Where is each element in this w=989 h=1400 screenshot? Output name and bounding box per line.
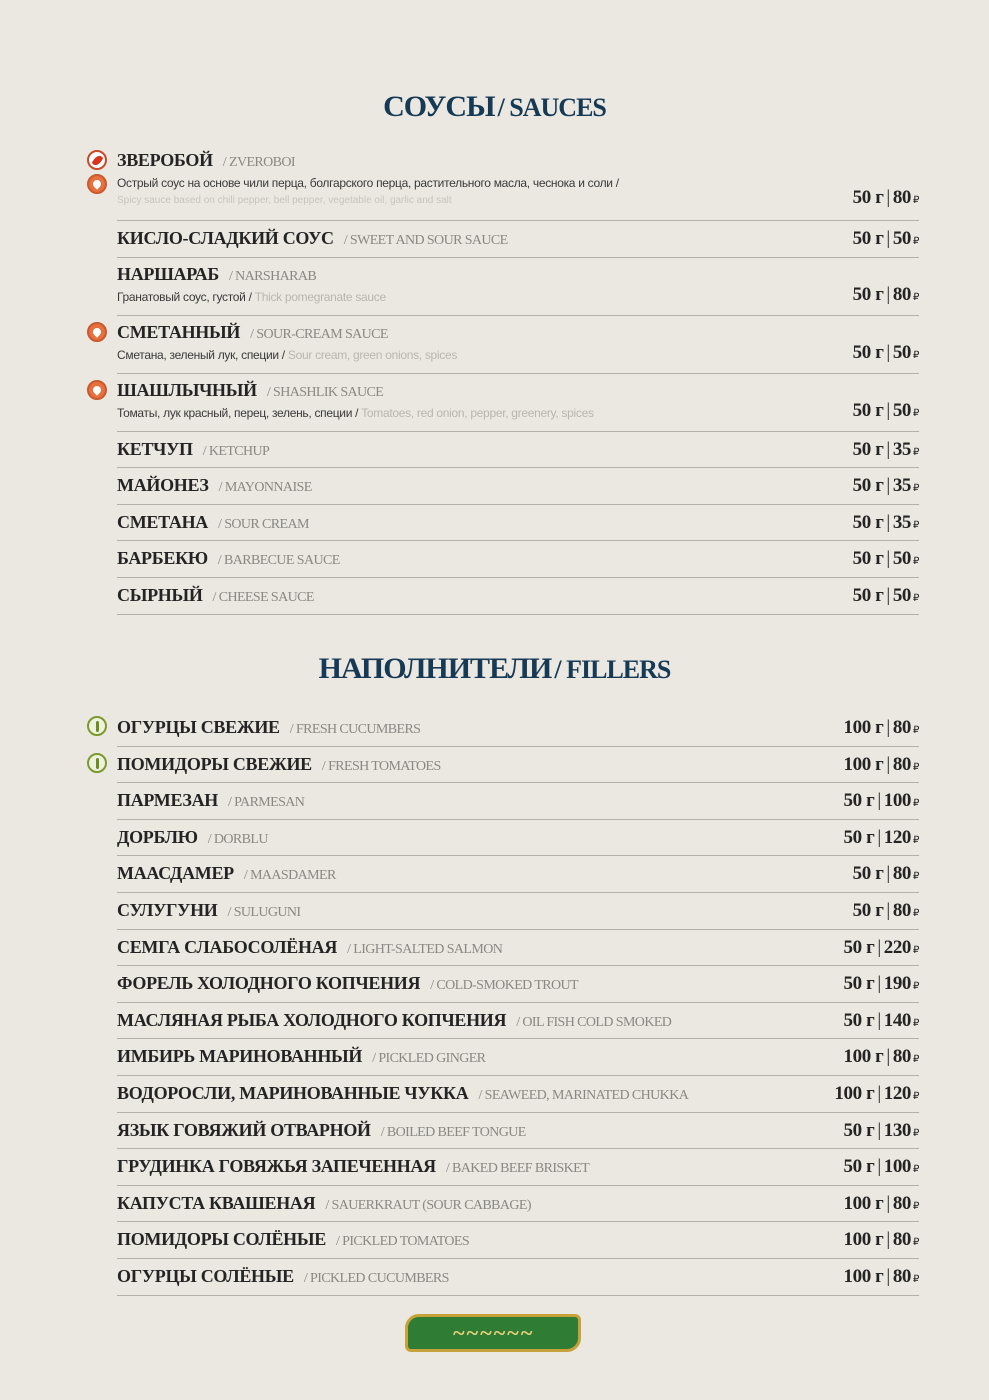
item-name-en: / ZVEROBOI (222, 155, 295, 170)
item-description-ru: Гранатовый соус, густой / (117, 289, 252, 304)
item-price (844, 1193, 919, 1215)
item-name-ru: ВОДОРОСЛИ, МАРИНОВАННЫЕ ЧУККА (117, 1082, 469, 1103)
item-name (117, 512, 309, 533)
currency-symbol: ₽ (913, 761, 919, 773)
price-separator: | (886, 899, 890, 921)
item-name-en: / BOILED BEEF TONGUE (380, 1124, 526, 1140)
price-separator: | (877, 1156, 881, 1178)
item-description-ru: Сметана, зеленый лук, специи / (117, 347, 285, 362)
menu-item-row (117, 316, 919, 374)
item-name-en: / PICKLED TOMATOES (335, 1234, 470, 1250)
item-name-ru: КЕТЧУП (117, 438, 193, 459)
item-price (853, 512, 919, 534)
menu-item-row (117, 1259, 919, 1296)
menu-item-row (117, 783, 919, 820)
item-price (844, 827, 919, 849)
item-name (117, 1083, 688, 1104)
item-name (117, 1266, 449, 1287)
item-name (117, 475, 312, 496)
item-name (117, 1120, 526, 1141)
menu-item-row (117, 432, 919, 469)
item-name (117, 1046, 485, 1067)
item-price-value: 35 (892, 438, 912, 460)
item-name (117, 380, 383, 401)
item-name-en: / MAASDAMER (243, 868, 336, 884)
item-name (117, 973, 578, 994)
currency-symbol: ₽ (913, 349, 919, 361)
currency-symbol: ₽ (913, 195, 919, 206)
currency-symbol: ₽ (913, 1200, 919, 1212)
item-weight: 50 г (852, 399, 884, 421)
item-name-en: / PICKLED GINGER (372, 1051, 486, 1067)
item-name-en: / COLD-SMOKED TROUT (430, 978, 578, 994)
currency-symbol: ₽ (913, 236, 919, 247)
item-name (117, 1229, 469, 1250)
item-weight: 50 г (852, 899, 884, 921)
item-name-en: / BAKED BEEF BRISKET (445, 1161, 590, 1177)
item-weight: 50 г (843, 1119, 875, 1141)
item-weight: 50 г (843, 1009, 875, 1031)
item-description-en: Spicy sauce based on chili pepper, bell pepper, vegetable oil, garlic and salt (117, 195, 452, 206)
item-weight: 100 г (843, 1192, 884, 1214)
price-separator: | (886, 511, 890, 533)
price-separator: | (886, 717, 890, 738)
item-weight: 50 г (852, 438, 884, 460)
item-weight: 50 г (852, 341, 884, 363)
price-separator: | (886, 1192, 890, 1214)
item-name-en: / OIL FISH COLD SMOKED (516, 1014, 672, 1030)
vegetarian-icon (87, 753, 107, 773)
item-name-en: / SAUERKRAUT (SOUR CABBAGE) (325, 1197, 531, 1213)
price-separator: | (877, 1082, 881, 1104)
currency-symbol: ₽ (913, 1273, 919, 1285)
item-name-ru: ИМБИРЬ МАРИНОВАННЫЙ (117, 1046, 363, 1067)
item-name-ru: ГРУДИНКА ГОВЯЖЬЯ ЗАПЕЧЕННАЯ (117, 1156, 436, 1177)
menu-item-row (117, 578, 919, 615)
item-name (117, 1010, 671, 1031)
price-separator: | (886, 438, 890, 460)
menu-item-row (117, 1149, 919, 1186)
item-price-value: 100 (883, 790, 912, 812)
item-price (853, 228, 919, 250)
item-price-value: 80 (892, 899, 912, 921)
price-separator: | (877, 1009, 881, 1031)
currency-symbol: ₽ (913, 1237, 919, 1249)
item-name-en: / BARBECUE SAUCE (217, 553, 340, 569)
item-price-value: 80 (892, 187, 912, 208)
item-weight: 100 г (843, 753, 884, 775)
item-name (117, 228, 508, 249)
item-name-ru: СЫРНЫЙ (117, 584, 203, 605)
price-separator: | (877, 1119, 881, 1141)
item-description-ru: Томаты, лук красный, перец, зелень, специи / (117, 405, 359, 420)
item-weight: 100 г (843, 1265, 884, 1287)
item-price (844, 1046, 919, 1068)
item-price (853, 439, 919, 461)
item-description (117, 176, 619, 190)
currency-symbol: ₽ (913, 519, 919, 531)
price-separator: | (877, 826, 881, 848)
item-weight: 50 г (843, 936, 875, 958)
price-separator: | (886, 187, 890, 208)
item-price-value: 80 (892, 1046, 912, 1068)
item-weight: 50 г (843, 1156, 875, 1178)
item-name-ru: МАЙОНЕЗ (117, 475, 209, 496)
item-name (117, 264, 316, 285)
item-name-ru: СМЕТАНА (117, 511, 209, 532)
item-price (853, 548, 919, 570)
menu-item-row (117, 1076, 919, 1113)
currency-symbol: ₽ (913, 1127, 919, 1139)
item-price-value: 80 (892, 283, 912, 305)
item-price-value: 190 (883, 973, 912, 995)
item-price-value: 100 (883, 1156, 912, 1178)
price-separator: | (886, 1229, 890, 1251)
price-separator: | (886, 399, 890, 421)
item-price (853, 475, 919, 497)
item-price (853, 900, 919, 922)
item-description (117, 406, 594, 420)
item-weight: 100 г (834, 1082, 875, 1104)
item-name-en: / SEAWEED, MARINATED CHUKKA (478, 1087, 689, 1103)
currency-symbol: ₽ (913, 834, 919, 846)
price-separator: | (886, 228, 890, 249)
item-price (844, 1229, 919, 1251)
currency-symbol: ₽ (913, 446, 919, 458)
item-price (844, 937, 919, 959)
price-separator: | (886, 475, 890, 497)
item-price-value: 120 (883, 1082, 912, 1104)
item-price (844, 1010, 919, 1032)
sauces-title-ru: СОУСЫ (383, 90, 495, 123)
fillers-section-title (0, 652, 989, 686)
item-weight: 50 г (852, 584, 884, 606)
item-price-value: 140 (883, 1009, 912, 1031)
item-name (117, 150, 295, 171)
item-price-value: 35 (892, 475, 912, 497)
currency-symbol: ₽ (913, 798, 919, 810)
currency-symbol: ₽ (913, 1164, 919, 1176)
item-weight: 50 г (843, 973, 875, 995)
item-name-en: / PARMESAN (227, 795, 305, 811)
item-price (853, 187, 919, 209)
price-separator: | (886, 1046, 890, 1068)
item-name-en: / CHEESE SAUCE (212, 589, 314, 605)
item-name (117, 937, 502, 958)
item-price (853, 342, 919, 364)
item-name (117, 827, 268, 848)
item-description-en: Thick pomegranate sauce (254, 289, 386, 304)
item-price (844, 1156, 919, 1178)
item-name-ru: СЕМГА СЛАБОСОЛЁНАЯ (117, 936, 338, 957)
fire-icon (87, 174, 107, 194)
menu-item-row (117, 374, 919, 432)
sauces-list (117, 144, 919, 615)
menu-item-row (117, 1113, 919, 1150)
menu-item-row (117, 468, 919, 505)
price-separator: | (886, 863, 890, 885)
item-price (844, 973, 919, 995)
price-separator: | (886, 283, 890, 305)
item-name-en: / PICKLED CUCUMBERS (303, 1270, 449, 1286)
chili-icon (87, 150, 107, 170)
item-weight: 100 г (843, 1046, 884, 1068)
menu-item-row (117, 710, 919, 747)
currency-symbol: ₽ (913, 483, 919, 495)
item-name-en: / FRESH CUCUMBERS (289, 722, 421, 737)
sauces-title-en: / SAUCES (497, 93, 606, 122)
item-weight: 50 г (852, 187, 884, 208)
price-separator: | (886, 1265, 890, 1287)
item-name-en: / DORBLU (207, 831, 268, 847)
item-description-en: Sour cream, green onions, spices (287, 347, 458, 362)
item-price-value: 50 (892, 341, 912, 363)
item-price (853, 400, 919, 422)
currency-symbol: ₽ (913, 1090, 919, 1102)
item-price-value: 120 (883, 826, 912, 848)
item-name-en: / SOUR-CREAM SAUCE (250, 326, 388, 342)
item-weight: 50 г (852, 511, 884, 533)
item-weight: 100 г (843, 717, 884, 738)
item-description (117, 348, 457, 362)
price-separator: | (886, 753, 890, 775)
price-separator: | (886, 548, 890, 570)
item-weight: 50 г (852, 228, 884, 249)
item-price (844, 754, 919, 776)
item-price (853, 284, 919, 306)
item-weight: 50 г (852, 283, 884, 305)
item-name-en: / SWEET AND SOUR SAUCE (343, 233, 508, 248)
item-name-en: / KETCHUP (202, 443, 270, 459)
currency-symbol: ₽ (913, 725, 919, 736)
price-separator: | (877, 790, 881, 812)
item-name-ru: СМЕТАННЫЙ (117, 321, 241, 342)
menu-item-row (117, 1222, 919, 1259)
item-price (844, 717, 919, 739)
item-name-ru: ЯЗЫК ГОВЯЖИЙ ОТВАРНОЙ (117, 1119, 371, 1140)
item-name-ru: ПОМИДОРЫ СВЕЖИЕ (117, 753, 312, 774)
item-weight: 50 г (843, 826, 875, 848)
item-name-ru: МАСЛЯНАЯ РЫБА ХОЛОДНОГО КОПЧЕНИЯ (117, 1009, 507, 1030)
currency-symbol: ₽ (913, 407, 919, 419)
item-name (117, 1193, 531, 1214)
currency-symbol: ₽ (913, 1054, 919, 1066)
item-name (117, 585, 314, 606)
item-price-value: 50 (892, 228, 912, 249)
item-weight: 50 г (852, 863, 884, 885)
menu-item-row (117, 930, 919, 967)
menu-item-row (117, 541, 919, 578)
item-name (117, 754, 441, 775)
item-price (853, 863, 919, 885)
item-name-ru: КАПУСТА КВАШЕНАЯ (117, 1192, 316, 1213)
item-price-value: 80 (892, 1192, 912, 1214)
menu-item-row (117, 747, 919, 784)
item-name-ru: СУЛУГУНИ (117, 899, 218, 920)
currency-symbol: ₽ (913, 944, 919, 956)
item-price-value: 50 (892, 399, 912, 421)
fillers-title-ru: НАПОЛНИТЕЛИ (318, 652, 552, 685)
fire-icon (87, 380, 107, 400)
item-name-ru: ФОРЕЛЬ ХОЛОДНОГО КОПЧЕНИЯ (117, 973, 421, 994)
restaurant-logo-icon: ~~~~~~ (405, 1314, 581, 1352)
item-price (844, 790, 919, 812)
item-price (844, 1120, 919, 1142)
item-name-ru: МААСДАМЕР (117, 863, 234, 884)
item-price (853, 585, 919, 607)
item-price-value: 130 (883, 1119, 912, 1141)
sauces-section-title (0, 90, 989, 124)
item-name (117, 1156, 589, 1177)
item-description-en: Tomatoes, red onion, pepper, greenery, spices (361, 405, 594, 420)
menu-item-row (117, 1003, 919, 1040)
item-name-ru: ЗВЕРОБОЙ (117, 150, 213, 170)
item-price-value: 80 (892, 1229, 912, 1251)
currency-symbol: ₽ (913, 291, 919, 303)
item-name-ru: ПОМИДОРЫ СОЛЁНЫЕ (117, 1229, 326, 1250)
menu-item-row (117, 856, 919, 893)
price-separator: | (886, 584, 890, 606)
item-name (117, 717, 420, 738)
menu-item-row (117, 820, 919, 857)
item-price (844, 1266, 919, 1288)
item-name-ru: БАРБЕКЮ (117, 548, 208, 569)
currency-symbol: ₽ (913, 871, 919, 883)
item-name-ru: ПАРМЕЗАН (117, 790, 218, 811)
item-name-en: / FRESH TOMATOES (321, 758, 441, 774)
menu-item-row (117, 258, 919, 316)
currency-symbol: ₽ (913, 592, 919, 604)
item-name (117, 439, 269, 460)
menu-item-row (117, 1039, 919, 1076)
menu-item-row (117, 1186, 919, 1223)
item-name (117, 900, 300, 921)
currency-symbol: ₽ (913, 981, 919, 993)
item-price-value: 80 (892, 1265, 912, 1287)
item-price-value: 35 (892, 511, 912, 533)
item-name (117, 548, 340, 569)
item-price-value: 50 (892, 548, 912, 570)
item-price-value: 50 (892, 584, 912, 606)
menu-item-row (117, 505, 919, 542)
menu-item-row (117, 966, 919, 1003)
item-price-value: 80 (892, 863, 912, 885)
item-weight: 50 г (852, 475, 884, 497)
item-price (834, 1083, 919, 1105)
item-name-en: / SHASHLIK SAUCE (266, 384, 384, 400)
price-separator: | (877, 936, 881, 958)
item-name-en: / NARSHARAB (228, 268, 317, 284)
vegetarian-icon (87, 716, 107, 736)
item-name-ru: ДОРБЛЮ (117, 826, 198, 847)
menu-item-row (117, 144, 919, 221)
item-name-ru: ОГУРЦЫ СОЛЁНЫЕ (117, 1265, 294, 1286)
item-description-ru: Острый соус на основе чили перца, болгарского перца, растительного масла, чеснока и соли / (117, 176, 619, 190)
item-name-en: / MAYONNAISE (218, 480, 312, 496)
item-name-en: / SOUR CREAM (218, 516, 309, 532)
item-description (117, 290, 386, 304)
item-name-en: / LIGHT-SALTED SALMON (347, 941, 503, 957)
item-name (117, 322, 388, 343)
price-separator: | (886, 341, 890, 363)
currency-symbol: ₽ (913, 1017, 919, 1029)
currency-symbol: ₽ (913, 907, 919, 919)
item-price-value: 80 (892, 717, 912, 738)
menu-item-row (117, 221, 919, 258)
item-name-ru: НАРШАРАБ (117, 263, 219, 284)
item-name-ru: ОГУРЦЫ СВЕЖИЕ (117, 717, 280, 737)
item-name-en: / SULUGUNI (227, 904, 301, 920)
item-weight: 50 г (852, 548, 884, 570)
item-name (117, 790, 304, 811)
fillers-title-en: / FILLERS (554, 655, 671, 684)
currency-symbol: ₽ (913, 556, 919, 568)
item-weight: 100 г (843, 1229, 884, 1251)
item-name-ru: КИСЛО-СЛАДКИЙ СОУС (117, 228, 334, 248)
item-weight: 50 г (843, 790, 875, 812)
item-name (117, 863, 336, 884)
fillers-list (117, 710, 919, 1296)
item-name-ru: ШАШЛЫЧНЫЙ (117, 379, 257, 400)
item-price-value: 80 (892, 753, 912, 775)
item-price-value: 220 (883, 936, 912, 958)
fire-icon (87, 322, 107, 342)
menu-item-row (117, 893, 919, 930)
price-separator: | (877, 973, 881, 995)
